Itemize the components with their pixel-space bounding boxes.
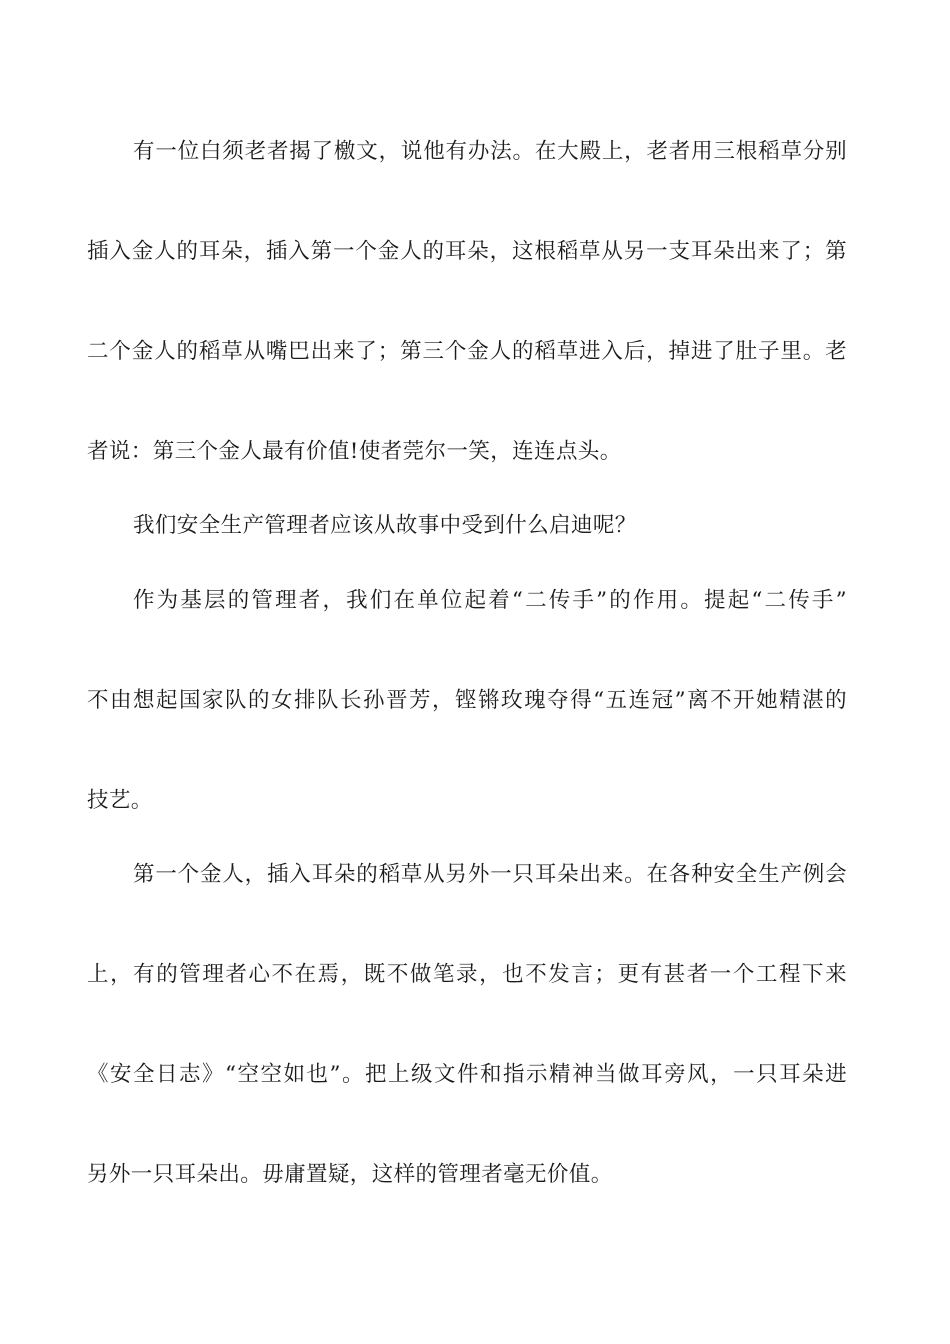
text-line: 插入金人的耳朵，插入第一个金人的耳朵，这根稻草从另一支耳朵出来了；第	[87, 239, 847, 264]
text-line: 者说：第三个金人最有价值!使者莞尔一笑，连连点头。	[87, 439, 622, 464]
text-line: 不由想起国家队的女排队长孙晋芳，铿锵玫瑰夺得“五连冠”离不开她精湛的	[87, 688, 847, 713]
text-line: 技艺。	[87, 788, 153, 813]
text-line: 上，有的管理者心不在焉，既不做笔录，也不发言；更有甚者一个工程下来	[87, 962, 847, 987]
text-line: 第一个金人，插入耳朵的稻草从另外一只耳朵出来。在各种安全生产例会	[133, 862, 847, 887]
text-line: 有一位白须老者揭了檄文，说他有办法。在大殿上，老者用三根稻草分别	[133, 139, 847, 164]
text-line: 另外一只耳朵出。毋庸置疑，这样的管理者毫无价值。	[87, 1162, 613, 1187]
text-line: 我们安全生产管理者应该从故事中受到什么启迪呢？	[133, 513, 637, 538]
text-line: 《安全日志》“空空如也”。把上级文件和指示精神当做耳旁风，一只耳朵进	[87, 1062, 847, 1087]
text-line: 二个金人的稻草从嘴巴出来了；第三个金人的稻草进入后，掉进了肚子里。老	[87, 339, 847, 364]
text-line: 作为基层的管理者，我们在单位起着“二传手”的作用。提起“二传手”	[133, 588, 847, 613]
